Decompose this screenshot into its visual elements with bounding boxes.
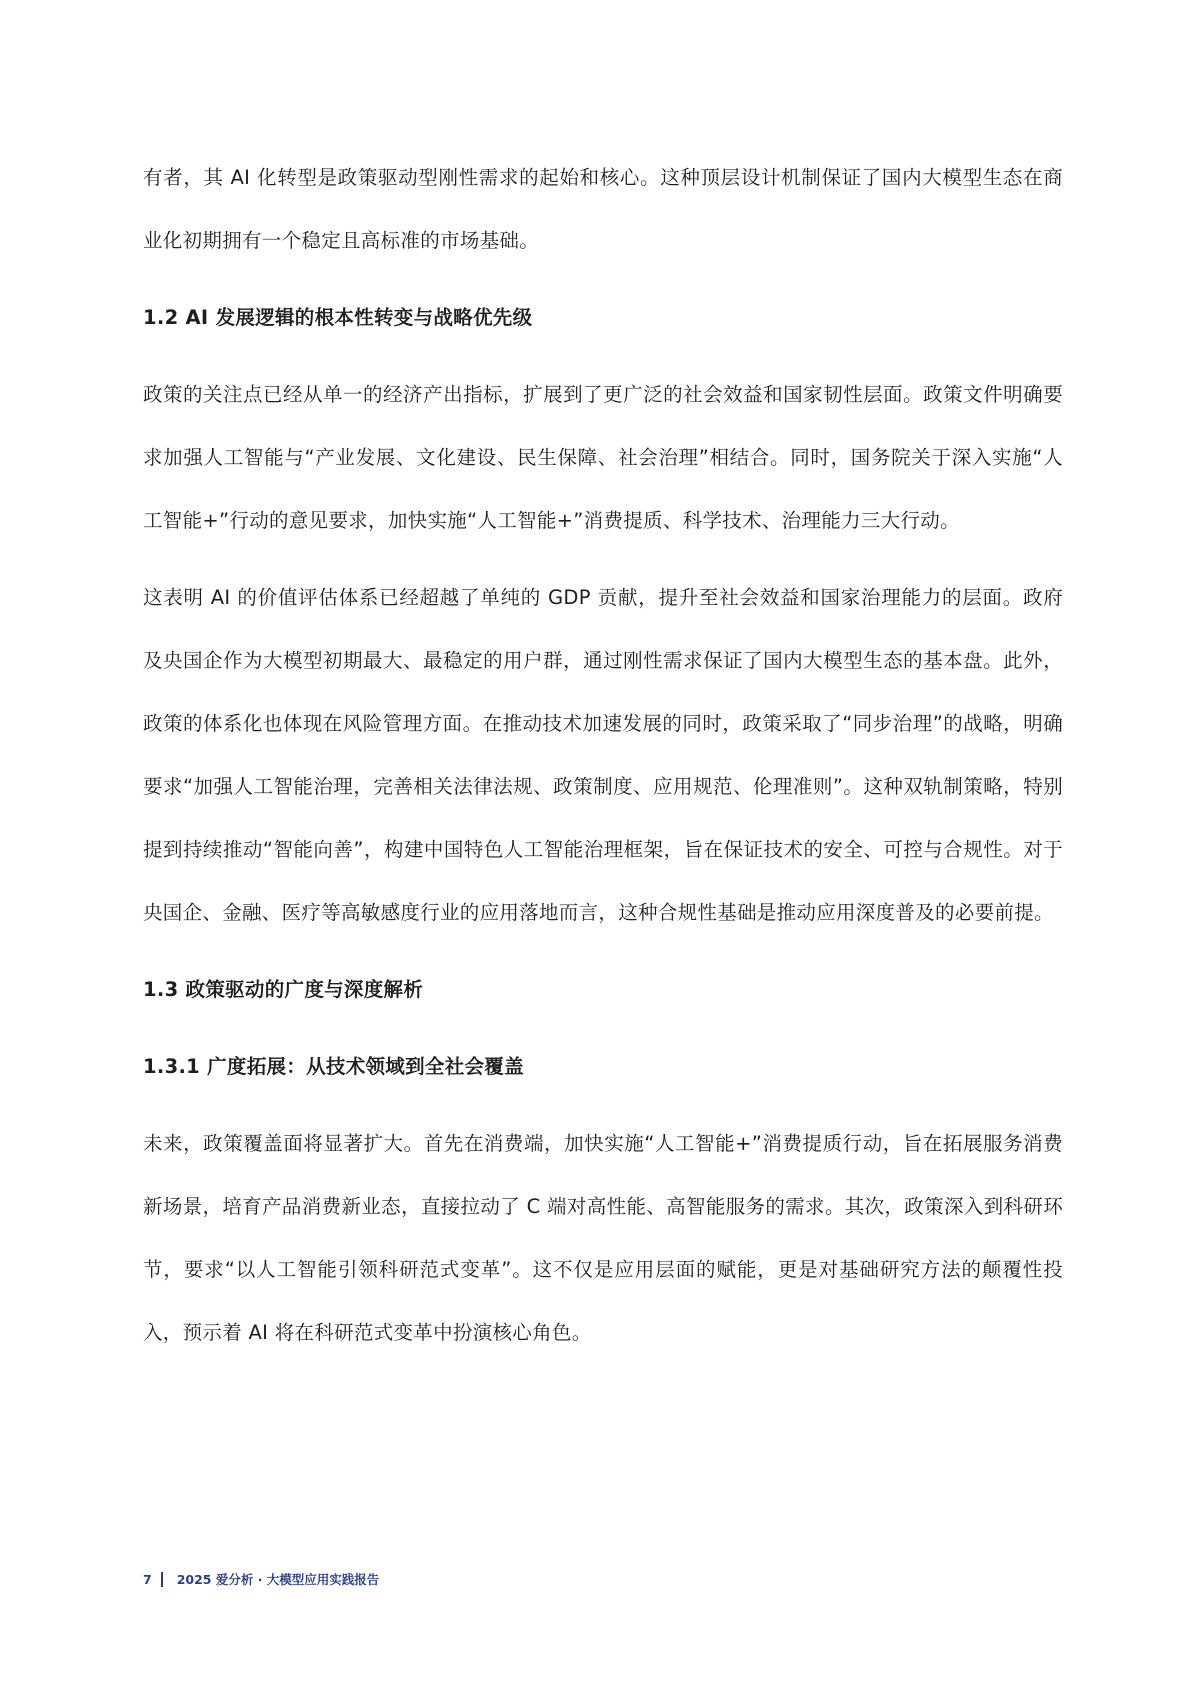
subsection-heading-1-3-1: 1.3.1 广度拓展：从技术领域到全社会覆盖 — [143, 1055, 524, 1078]
page-number: 7 — [143, 1571, 152, 1587]
paragraph-policy-focus: 政策的关注点已经从单一的经济产出指标，扩展到了更广泛的社会效益和国家韧性层面。政策文件明确要求加强人工智能与“产业发展、文化建设、民生保障、社会治理”相结合。同时，国务院关于深入实施“人工智能+”行动的意见要求，加快实施“人工智能+”消费提质、科学技术、治理能力三大行动。 — [143, 383, 1063, 532]
paragraph-breadth-expansion: 未来，政策覆盖面将显著扩大。首先在消费端，加快实施“人工智能+”消费提质行动，旨在拓展服务消费新场景，培育产品消费新业态，直接拉动了 C 端对高性能、高智能服务的需求。其次，政策深入到科研环节，要求“以人工智能引领科研范式变革”。这不仅是应用层面的赋能，更是对基础研究方法的颠覆性投入，预示着 AI 将在科研范式变革中扮演核心角色。 — [143, 1132, 1063, 1344]
report-title: 2025 爱分析 · 大模型应用实践报告 — [176, 1572, 380, 1587]
section-heading-1-3: 1.3 政策驱动的广度与深度解析 — [143, 978, 424, 1001]
paragraph-value-assessment: 这表明 AI 的价值评估体系已经超越了单纯的 GDP 贡献，提升至社会效益和国家治理能力的层面。政府及央国企作为大模型初期最大、最稳定的用户群，通过刚性需求保证了国内大模型生态的基本盘。此外，政策的体系化也体现在风险管理方面。在推动技术加速发展的同时，政策采取了“同步治理”的战略，明确要求“加强人工智能治理，完善相关法律法规、政策制度、应用规范、伦理准则”。这种双轨制策略，特别提到持续推动“智能向善”，构建中国特色人工智能治理框架，旨在保证技术的安全、可控与合规性。对于央国企、金融、医疗等高敏感度行业的应用落地而言，这种合规性基础是推动应用深度普及的必要前提。 — [143, 586, 1063, 924]
paragraph-intro: 有者，其 AI 化转型是政策驱动型刚性需求的起始和核心。这种顶层设计机制保证了国内大模型生态在商业化初期拥有一个稳定且高标准的市场基础。 — [143, 166, 1063, 252]
page-footer — [143, 1570, 379, 1588]
section-heading-1-2: 1.2 AI 发展逻辑的根本性转变与战略优先级 — [143, 306, 533, 329]
document-body — [143, 146, 1063, 1378]
footer-divider — [161, 1572, 163, 1587]
